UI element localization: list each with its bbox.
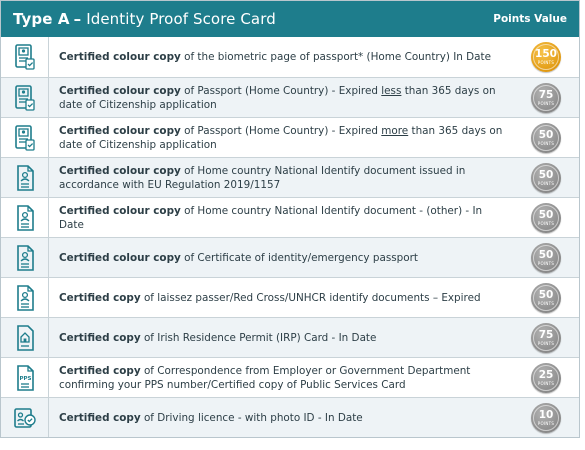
row-underlined-word: less (381, 84, 402, 97)
points-badge (531, 42, 561, 72)
row-bold-text: Certified colour copy (59, 124, 181, 137)
points-cell (513, 123, 579, 153)
points-cell (513, 203, 579, 233)
score-rows (1, 37, 579, 437)
points-value: 50 (538, 128, 554, 141)
points-cell (513, 163, 579, 193)
points-label: POINTS (537, 260, 555, 266)
row-description (49, 291, 513, 305)
points-label: POINTS (537, 140, 555, 146)
table-row (1, 357, 579, 397)
passport-icon (1, 78, 49, 117)
row-description (49, 364, 513, 392)
id-document-icon (1, 278, 49, 317)
row-bold-text: Certified colour copy (59, 164, 181, 177)
row-text: of Driving licence - with photo ID - In Date (143, 411, 363, 424)
points-badge (531, 323, 561, 353)
row-description (49, 251, 513, 265)
row-text: of laissez passer/Red Cross/UNHCR identify documents – Expired (143, 291, 481, 304)
row-text: of Certificate of identity/emergency passport (184, 251, 418, 264)
table-row (1, 117, 579, 157)
table-row (1, 397, 579, 437)
points-badge (531, 403, 561, 433)
title-text: Identity Proof Score Card (86, 10, 276, 28)
row-text: of Home country National Identify document - (other) - In Date (59, 204, 483, 231)
points-cell (513, 403, 579, 433)
points-cell (513, 83, 579, 113)
row-bold-text: Certified colour copy (59, 251, 181, 264)
points-badge (531, 163, 561, 193)
row-underlined-word: more (381, 124, 409, 137)
row-bold-text: Certified colour copy (59, 51, 181, 63)
points-badge (531, 123, 561, 153)
residence-permit-icon (1, 318, 49, 357)
points-badge (531, 363, 561, 393)
points-badge (531, 243, 561, 273)
table-row (1, 37, 579, 77)
points-value-header: Points Value (493, 13, 567, 25)
row-text-post: than 365 days on date of Citizenship application (59, 84, 496, 111)
row-description (49, 124, 513, 152)
row-text: of the biometric page of passport* (Home Country) In Date (184, 51, 491, 63)
points-value: 50 (538, 248, 554, 261)
row-bold-text: Certified colour copy (59, 204, 181, 217)
row-bold-text: Certified colour copy (59, 84, 181, 97)
points-value: 25 (538, 368, 554, 381)
points-cell (513, 283, 579, 313)
passport-icon (1, 37, 49, 77)
row-description (49, 331, 513, 345)
points-label: POINTS (537, 340, 555, 346)
row-text-pre: of Passport (Home Country) - Expired (184, 84, 378, 97)
card-title (13, 10, 276, 28)
id-document-icon (1, 198, 49, 237)
table-row (1, 277, 579, 317)
points-cell (513, 42, 579, 72)
table-row (1, 197, 579, 237)
row-bold-text: Certified copy (59, 331, 141, 344)
points-label: POINTS (537, 420, 555, 426)
title-dash: – (73, 10, 82, 28)
row-description (49, 164, 513, 192)
driving-licence-icon (1, 398, 49, 437)
points-label: POINTS (537, 220, 555, 226)
points-value: 10 (538, 408, 554, 421)
row-description (49, 84, 513, 112)
points-value: 50 (538, 168, 554, 181)
points-label: POINTS (537, 180, 555, 186)
pps-document-icon (1, 358, 49, 397)
row-text: of Home country National Identify document issued in accordance with EU Regulation 2019/1157 (59, 164, 466, 191)
row-bold-text: Certified copy (59, 291, 141, 304)
points-cell (513, 363, 579, 393)
row-text-post: than 365 days on date of Citizenship application (59, 124, 503, 151)
id-document-icon (1, 238, 49, 277)
points-label: POINTS (537, 300, 555, 306)
row-text-pre: of Passport (Home Country) - Expired (184, 124, 378, 137)
points-label: POINTS (537, 100, 555, 106)
table-row (1, 237, 579, 277)
points-badge (531, 283, 561, 313)
table-row (1, 77, 579, 117)
points-label: POINTS (537, 60, 555, 65)
row-text: of Irish Residence Permit (IRP) Card - In Date (143, 331, 377, 344)
id-document-icon (1, 158, 49, 197)
row-bold-text: Certified copy (59, 411, 141, 424)
points-value: 75 (538, 328, 554, 341)
title-type: Type A (13, 10, 70, 28)
points-value: 75 (538, 88, 554, 101)
row-description (49, 204, 513, 232)
passport-icon (1, 118, 49, 157)
row-bold-text: Certified copy (59, 364, 141, 377)
points-badge (531, 203, 561, 233)
points-label: POINTS (537, 380, 555, 386)
row-description (49, 50, 513, 64)
points-cell (513, 243, 579, 273)
card-header (1, 1, 579, 37)
points-value: 50 (538, 288, 554, 301)
table-row (1, 157, 579, 197)
points-value: 150 (535, 48, 557, 60)
row-description (49, 411, 513, 425)
pps-icon-text: PPS (18, 375, 32, 382)
table-row (1, 317, 579, 357)
points-cell (513, 323, 579, 353)
points-badge (531, 83, 561, 113)
row-text: of Correspondence from Employer or Government Department confirming your PPS number/Certified copy of Public Services Card (59, 364, 471, 391)
points-value: 50 (538, 208, 554, 221)
